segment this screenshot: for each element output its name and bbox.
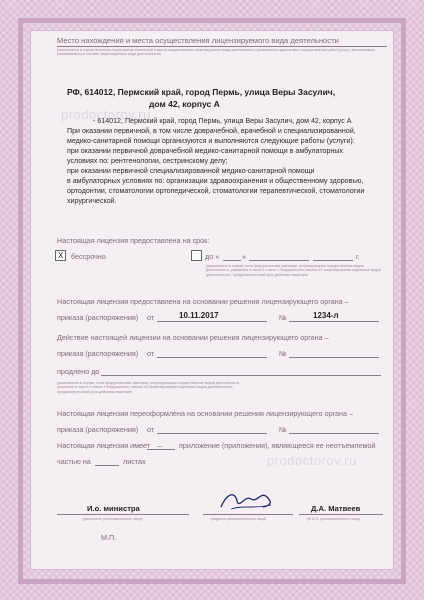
signer-name: Д.А. Матвеев [311,504,361,513]
services-line1: - 614012, Пермский край, город Пермь, улица Веры Засулич, дом 42, корпус А [93,117,352,125]
basis-label: Настоящая лицензия предоставлена на основании решения лицензирующего органа – [57,297,349,306]
address-line1: РФ, 614012, Пермский край, город Пермь, улица Веры Засулич, [67,87,336,97]
until-checkbox [191,250,202,261]
appendix-word: приложение (приложения), являющееся ее неотъемлемой [179,441,376,450]
services-line4: при оказании первичной доврачебной медико-санитарной помощи в амбулаторных [67,147,343,155]
address-line2: дом 42, корпус А [149,99,220,109]
sign-note: (подпись уполномоченного лица) [211,517,267,521]
appendix-sheets: листах [123,457,146,466]
validity-note: (указывается в случае, если федеральными законами, регулирующими осуществление видов деятельности, указанных в части 4 статьи 1 Федерального закона «О лицензировании отдельных видов деятельности», предусмотрен иной срок действия лицензии) [57,381,240,394]
indefinite-checkbox [55,250,66,261]
name-note: (Ф.И.О. уполномоченного лица) [307,517,360,521]
term-until-close: » [242,252,246,261]
term-note: (указывается в случае, если федеральными законами, регулирующими осуществление видов деятельности, указанных в части 4 статьи 1 Федерального закона «О лицензировании отдельных видов деятельности», предусмотрен иной срок действия лицензии) [206,264,381,277]
services-line9: хирургической. [67,197,117,205]
appendix-label: Настоящая лицензия имеет [57,441,151,450]
signature-mark [217,487,277,515]
header-title: Место нахождения и места осуществления лицензируемого вида деятельности [57,36,339,45]
reissue-no: № [279,425,287,434]
services-line5: условиях по: рентгенологии, сестринскому делу; [67,157,228,165]
term-indefinite: бессрочно [71,252,106,261]
position-note: (должность уполномоченного лица) [83,517,143,521]
signer-position: И.о. министра [87,504,140,513]
basis-number: 1234-л [313,311,339,320]
watermark-top: prodoctorov.ru [61,107,151,122]
services-line2: При оказании первичной, в том числе доврачебной, врачебной и специализированной, [67,127,356,135]
basis-from: от [147,313,155,322]
services-line3: медико-санитарной помощи организуются и выполняются следующие работы (услуги): [67,137,355,145]
term-until: до « [205,252,220,261]
services-line7: в амбулаторных условиях по: организации здравоохранения и общественному здоровью, [67,177,364,185]
basis-no: № [279,313,287,322]
validity-extended: продлено до [57,367,100,376]
appendix-part: частью на [57,457,91,466]
validity-label: Действие настоящей лицензии на основании решения лицензирующего органа – [57,333,329,342]
reissue-label: Настоящая лицензия переоформлена на основании решения лицензирующего органа – [57,409,353,418]
term-year-suffix: г. [356,252,360,261]
document-sheet [30,30,394,570]
header-note: (заполняется в случае внесения лицензиатом изменений в места осуществления лицензируемого вида деятельности, указываются адреса мест осуществления работ (услуг), выполняемых (оказываемых) в составе лицензируемого вида деятельности) [57,48,375,57]
appendix-count: _ [157,438,162,448]
checkbox-mark: X [58,251,64,260]
validity-order: приказа (распоряжения) [57,349,139,358]
validity-from: от [147,349,155,358]
services-line8: ортодонтии, стоматологии ортопедической, стоматологии терапевтической, стоматологии [67,187,365,195]
watermark-bottom: prodoctorov.ru [267,453,357,468]
validity-no: № [279,349,287,358]
basis-date: 10.11.2017 [179,311,219,320]
basis-order: приказа (распоряжения) [57,313,139,322]
services-line6: при оказании первичной специализированной медико-санитарной помощи [67,167,315,175]
stamp-label: М.П. [101,533,117,542]
reissue-order: приказа (распоряжения) [57,425,139,434]
reissue-from: от [147,425,155,434]
term-label: Настоящая лицензия предоставлена на срок: [57,236,210,245]
